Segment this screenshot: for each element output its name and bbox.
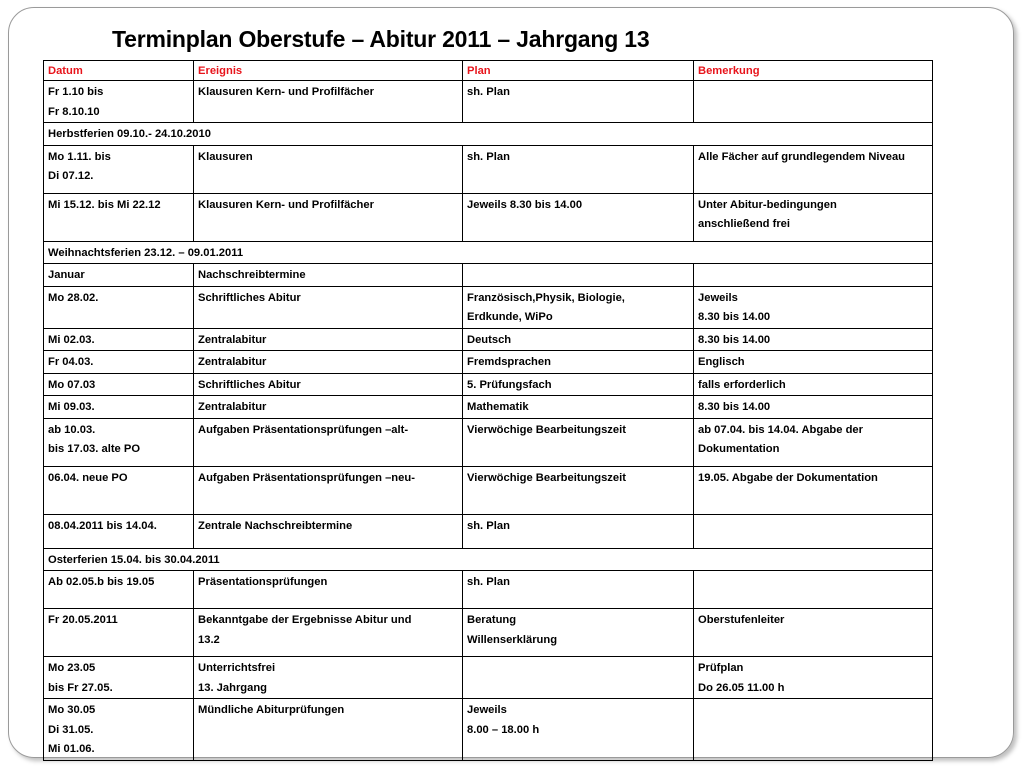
table-row — [44, 351, 933, 374]
cell-bemerkung — [694, 514, 933, 548]
cell-text: 06.04. neue PO — [48, 471, 128, 484]
cell-text: Di 31.05. — [48, 723, 94, 736]
cell-plan — [463, 657, 694, 699]
cell-ereignis — [194, 351, 463, 374]
cell-text: Jeweils — [467, 704, 507, 716]
cell-bemerkung — [694, 418, 933, 466]
cell-bemerkung — [694, 571, 933, 609]
cell-text: Englisch — [698, 356, 745, 368]
table-row — [44, 514, 933, 548]
cell-text: Mo 07.03 — [48, 378, 96, 391]
cell-bemerkung — [694, 657, 933, 699]
cell-text: Erdkunde, WiPo — [467, 311, 553, 323]
cell-text: sh. Plan — [467, 519, 510, 532]
cell-text: Mi 15.12. bis Mi 22.12 — [48, 198, 161, 211]
cell-datum — [44, 571, 194, 609]
cell-text: Mi 09.03. — [48, 401, 95, 413]
cell-datum — [44, 373, 194, 396]
cell-text: Klausuren Kern- und Profilfächer — [198, 86, 374, 98]
cell-plan — [463, 81, 694, 123]
table-row — [44, 657, 933, 699]
table-row — [44, 264, 933, 287]
cell-text: Unter Abitur-bedingungen — [698, 198, 837, 211]
table-header-row — [44, 61, 933, 81]
table-row — [44, 609, 933, 657]
cell-text: Fr 04.03. — [48, 356, 94, 368]
table-section-row — [44, 241, 933, 264]
cell-bemerkung — [694, 264, 933, 287]
cell-ereignis — [194, 657, 463, 699]
cell-text: Zentralabitur — [198, 356, 267, 368]
cell-text: Do 26.05 11.00 h — [698, 681, 785, 694]
cell-text: Januar — [48, 269, 85, 281]
table-body — [44, 81, 933, 761]
cell-text: Fr 1.10 bis — [48, 86, 104, 98]
cell-text: Mündliche Abiturprüfungen — [198, 704, 345, 716]
section-label: Weihnachtsferien 23.12. – 09.01.2011 — [44, 241, 933, 264]
cell-text: bis 17.03. alte PO — [48, 443, 141, 455]
header-datum: Datum — [44, 61, 194, 81]
cell-plan — [463, 418, 694, 466]
cell-bemerkung — [694, 351, 933, 374]
cell-text: Jeweils — [698, 291, 738, 304]
cell-text: sh. Plan — [467, 86, 510, 98]
header-bemerkung: Bemerkung — [694, 61, 933, 81]
cell-plan — [463, 193, 694, 241]
cell-text: Bekanntgabe der Ergebnisse Abitur und — [198, 614, 412, 626]
cell-ereignis — [194, 571, 463, 609]
cell-text: Zentralabitur — [198, 401, 267, 413]
cell-text: Ab 02.05.b bis 19.05 — [48, 576, 155, 588]
cell-text: 13.2 — [198, 633, 220, 646]
cell-bemerkung — [694, 396, 933, 419]
cell-text: bis Fr 27.05. — [48, 681, 113, 694]
cell-datum — [44, 514, 194, 548]
cell-ereignis — [194, 286, 463, 328]
cell-text: Aufgaben Präsentationsprüfungen –neu- — [198, 471, 415, 484]
cell-bemerkung — [694, 699, 933, 761]
cell-text: Vierwöchige Bearbeitungszeit — [467, 471, 626, 484]
cell-bemerkung — [694, 81, 933, 123]
cell-ereignis — [194, 373, 463, 396]
cell-text: anschließend frei — [698, 218, 791, 230]
cell-plan — [463, 466, 694, 514]
cell-plan — [463, 396, 694, 419]
cell-ereignis — [194, 264, 463, 287]
cell-text: Zentralabitur — [198, 333, 267, 346]
cell-text: 13. Jahrgang — [198, 681, 268, 694]
table-row — [44, 418, 933, 466]
table-section-row — [44, 548, 933, 571]
cell-ereignis — [194, 699, 463, 761]
cell-text: Mo 28.02. — [48, 291, 99, 304]
cell-ereignis — [194, 145, 463, 193]
cell-text: Nachschreibtermine — [198, 269, 306, 281]
cell-text: Präsentationsprüfungen — [198, 576, 328, 588]
cell-text: 8.30 bis 14.00 — [698, 333, 771, 346]
cell-text: 5. Prüfungsfach — [467, 378, 552, 391]
cell-text: Aufgaben Präsentationsprüfungen –alt- — [198, 423, 409, 436]
table-row — [44, 373, 933, 396]
section-label: Herbstferien 09.10.- 24.10.2010 — [44, 123, 933, 146]
table-row — [44, 193, 933, 241]
cell-datum — [44, 193, 194, 241]
table-row — [44, 396, 933, 419]
cell-datum — [44, 264, 194, 287]
cell-plan — [463, 351, 694, 374]
cell-ereignis — [194, 514, 463, 548]
cell-text: Fr 20.05.2011 — [48, 614, 118, 626]
header-plan: Plan — [463, 61, 694, 81]
cell-ereignis — [194, 466, 463, 514]
cell-text: Mi 02.03. — [48, 333, 95, 346]
cell-text: Klausuren Kern- und Profilfächer — [198, 198, 374, 211]
table-row — [44, 286, 933, 328]
cell-text: ab 10.03. — [48, 423, 96, 436]
cell-datum — [44, 466, 194, 514]
cell-text: Mo 23.05 — [48, 662, 96, 674]
cell-bemerkung — [694, 609, 933, 657]
schedule-table — [43, 60, 933, 761]
cell-plan — [463, 609, 694, 657]
cell-ereignis — [194, 328, 463, 351]
cell-plan — [463, 373, 694, 396]
cell-text: sh. Plan — [467, 576, 510, 588]
cell-plan — [463, 286, 694, 328]
cell-text: Schriftliches Abitur — [198, 291, 301, 304]
cell-bemerkung — [694, 145, 933, 193]
cell-text: Willenserklärung — [467, 633, 558, 646]
cell-text: Schriftliches Abitur — [198, 378, 301, 391]
section-label: Osterferien 15.04. bis 30.04.2011 — [44, 548, 933, 571]
cell-text: Mo 1.11. bis — [48, 150, 111, 163]
cell-datum — [44, 657, 194, 699]
cell-ereignis — [194, 609, 463, 657]
cell-text: ab 07.04. bis 14.04. Abgabe der — [698, 423, 863, 436]
cell-text: sh. Plan — [467, 150, 510, 163]
cell-plan — [463, 699, 694, 761]
cell-bemerkung — [694, 193, 933, 241]
cell-text: Zentrale Nachschreibtermine — [198, 519, 353, 532]
cell-datum — [44, 609, 194, 657]
table-section-row — [44, 123, 933, 146]
cell-bemerkung — [694, 286, 933, 328]
cell-ereignis — [194, 418, 463, 466]
cell-datum — [44, 396, 194, 419]
cell-datum — [44, 145, 194, 193]
cell-text: Vierwöchige Bearbeitungszeit — [467, 423, 626, 436]
cell-text: Französisch,Physik, Biologie, — [467, 291, 625, 304]
cell-text: Unterrichtsfrei — [198, 662, 276, 674]
cell-bemerkung — [694, 373, 933, 396]
cell-text: Fr 8.10.10 — [48, 105, 100, 118]
cell-plan — [463, 264, 694, 287]
cell-text: Beratung — [467, 614, 517, 626]
cell-bemerkung — [694, 466, 933, 514]
cell-ereignis — [194, 81, 463, 123]
table-row — [44, 571, 933, 609]
cell-text: 19.05. Abgabe der Dokumentation — [698, 471, 878, 484]
table-row — [44, 466, 933, 514]
table-row — [44, 699, 933, 761]
cell-text: Klausuren — [198, 150, 253, 163]
cell-text: Mi 01.06. — [48, 743, 95, 755]
cell-text: Fremdsprachen — [467, 356, 551, 368]
cell-text: 08.04.2011 bis 14.04. — [48, 519, 157, 532]
cell-datum — [44, 418, 194, 466]
cell-datum — [44, 328, 194, 351]
cell-text: 8.30 bis 14.00 — [698, 311, 771, 323]
cell-plan — [463, 145, 694, 193]
cell-datum — [44, 699, 194, 761]
cell-ereignis — [194, 396, 463, 419]
cell-text: Deutsch — [467, 333, 512, 346]
table-row — [44, 145, 933, 193]
page-title: Terminplan Oberstufe – Abitur 2011 – Jahrgang 13 — [112, 26, 650, 52]
cell-text: Mo 30.05 — [48, 704, 96, 716]
cell-text: Di 07.12. — [48, 170, 94, 182]
cell-text: Dokumentation — [698, 443, 780, 455]
cell-plan — [463, 571, 694, 609]
cell-text: Alle Fächer auf grundlegendem Niveau — [698, 150, 906, 163]
table-row — [44, 81, 933, 123]
cell-text: Oberstufenleiter — [698, 614, 785, 626]
cell-text: 8.30 bis 14.00 — [698, 401, 771, 413]
cell-ereignis — [194, 193, 463, 241]
cell-text: 8.00 – 18.00 h — [467, 723, 540, 736]
header-ereignis: Ereignis — [194, 61, 463, 81]
cell-text: Jeweils 8.30 bis 14.00 — [467, 198, 583, 211]
cell-datum — [44, 351, 194, 374]
table-row — [44, 328, 933, 351]
cell-text: Mathematik — [467, 401, 529, 413]
cell-plan — [463, 328, 694, 351]
cell-datum — [44, 81, 194, 123]
cell-plan — [463, 514, 694, 548]
cell-text: falls erforderlich — [698, 378, 786, 391]
cell-text: Prüfplan — [698, 662, 744, 674]
cell-datum — [44, 286, 194, 328]
cell-bemerkung — [694, 328, 933, 351]
